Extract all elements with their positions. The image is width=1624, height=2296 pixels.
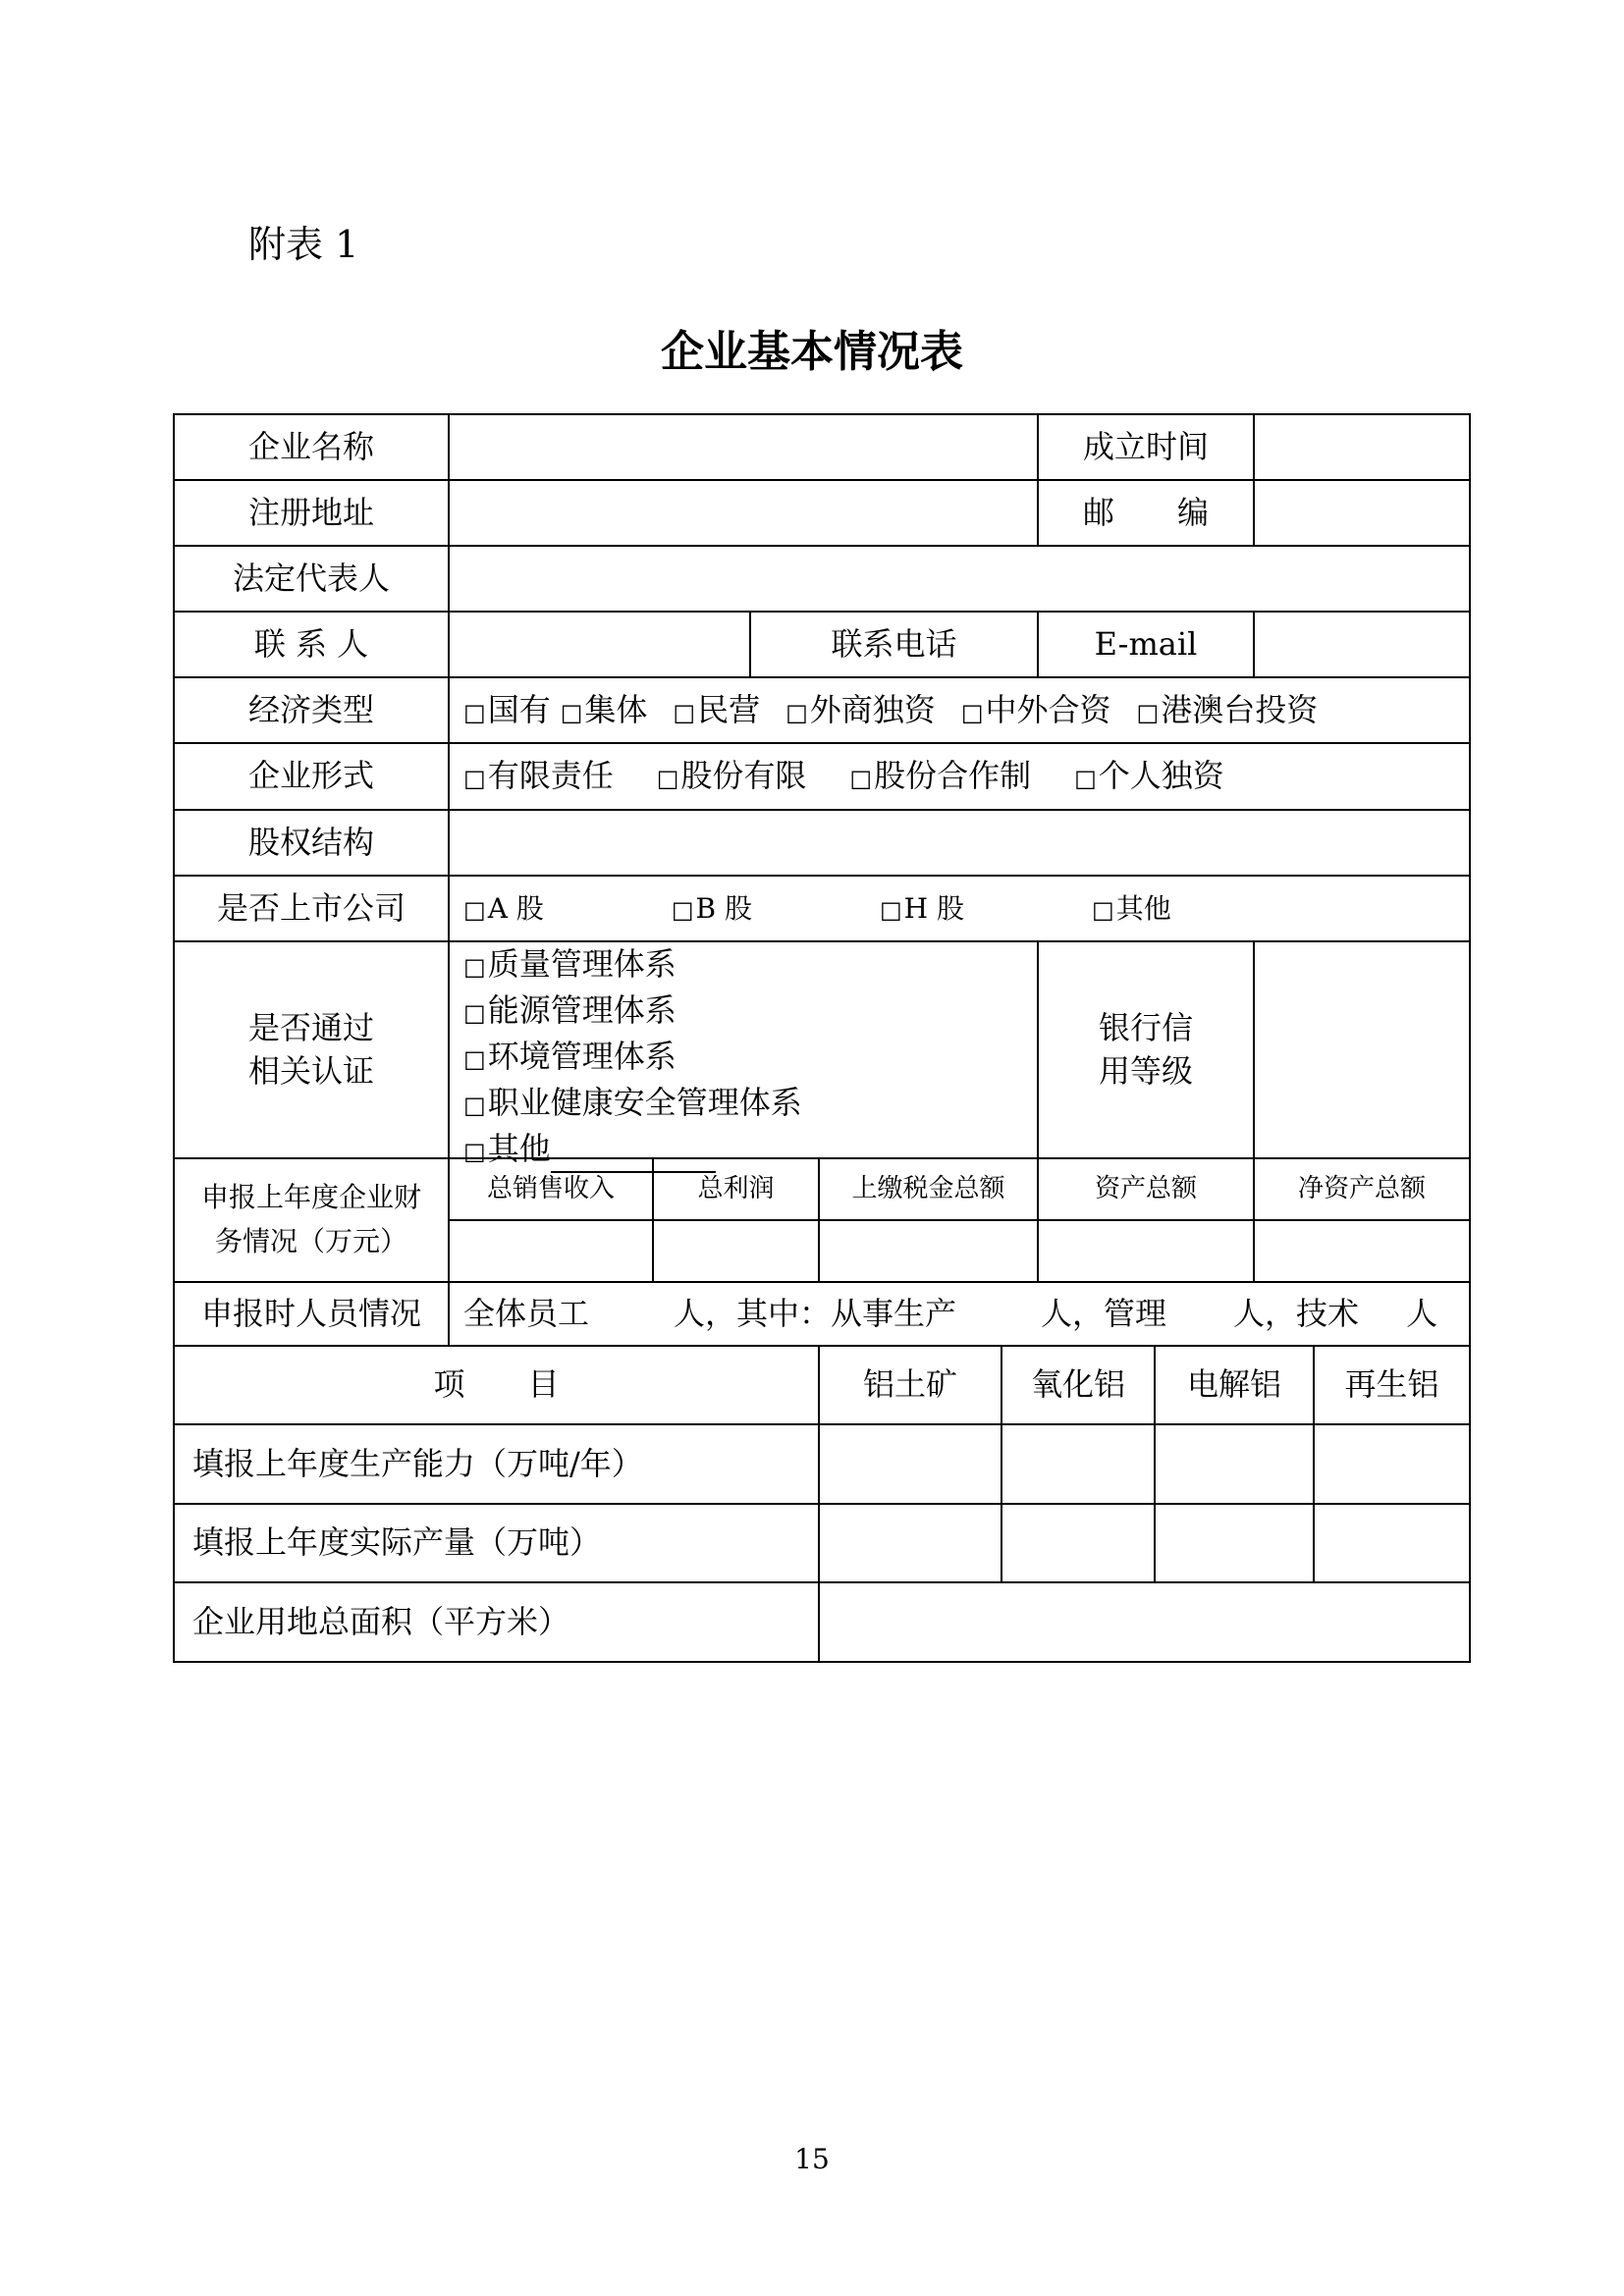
capacity-alumina-field[interactable] bbox=[1002, 1425, 1154, 1503]
output-electrolytic-field[interactable] bbox=[1156, 1505, 1313, 1581]
checkbox-icon: □ bbox=[879, 895, 902, 924]
staff-info bbox=[450, 1283, 1469, 1345]
checkbox-other-cert[interactable]: □其他 bbox=[463, 1127, 716, 1173]
label-address: 注册地址 bbox=[247, 493, 374, 531]
checkbox-quality-mgmt[interactable]: □质量管理体系 bbox=[463, 945, 677, 983]
staff-production-label: 人，其中：从事生产 bbox=[674, 1294, 957, 1332]
capacity-bauxite-field[interactable] bbox=[820, 1425, 1001, 1503]
net-assets-field[interactable] bbox=[1255, 1221, 1469, 1281]
checkbox-collective[interactable]: □集体 bbox=[560, 690, 648, 728]
label-staff: 申报时人员情况 bbox=[200, 1294, 421, 1332]
checkbox-icon: □ bbox=[463, 698, 486, 726]
total-profit-field[interactable] bbox=[654, 1221, 818, 1281]
staff-total-label: 全体员工 bbox=[463, 1294, 590, 1332]
staff-management-label: 人，管理 bbox=[1041, 1294, 1167, 1332]
checkbox-ohs-mgmt[interactable]: □职业健康安全管理体系 bbox=[463, 1084, 802, 1121]
listed-options bbox=[450, 877, 1469, 940]
header-electrolytic-aluminum: 电解铝 bbox=[1186, 1365, 1281, 1404]
bank-credit-field[interactable] bbox=[1255, 942, 1469, 1157]
checkbox-icon: □ bbox=[849, 765, 873, 793]
checkbox-joint-venture[interactable]: □中外合资 bbox=[960, 690, 1111, 728]
contact-field[interactable] bbox=[450, 613, 749, 676]
certification-options bbox=[450, 942, 1037, 1167]
appendix-label: 附表 1 bbox=[248, 223, 359, 266]
checkbox-icon: □ bbox=[1136, 698, 1160, 726]
header-total-assets: 资产总额 bbox=[1094, 1173, 1197, 1203]
land-area-field[interactable] bbox=[820, 1583, 1469, 1661]
label-email: E-mail bbox=[1094, 624, 1198, 663]
checkbox-sole-proprietor[interactable]: □个人独资 bbox=[1074, 757, 1224, 795]
label-established: 成立时间 bbox=[1082, 427, 1209, 465]
checkbox-icon: □ bbox=[671, 895, 694, 924]
capacity-electrolytic-field[interactable] bbox=[1156, 1425, 1313, 1503]
checkbox-icon: □ bbox=[463, 953, 486, 981]
capacity-recycled-field[interactable] bbox=[1315, 1425, 1469, 1503]
checkbox-icon: □ bbox=[673, 698, 696, 726]
output-bauxite-field[interactable] bbox=[820, 1505, 1001, 1581]
econ-type-options bbox=[450, 678, 1469, 742]
established-field[interactable] bbox=[1255, 415, 1469, 479]
legal-rep-field[interactable] bbox=[450, 547, 1469, 611]
staff-unit-label: 人 bbox=[1406, 1294, 1438, 1332]
company-name-field[interactable] bbox=[450, 415, 1037, 479]
checkbox-joint-stock[interactable]: □股份有限 bbox=[656, 757, 807, 795]
checkbox-environment-mgmt[interactable]: □环境管理体系 bbox=[463, 1038, 677, 1075]
header-total-profit: 总利润 bbox=[697, 1173, 775, 1203]
checkbox-cooperative[interactable]: □股份合作制 bbox=[849, 757, 1032, 795]
checkbox-icon: □ bbox=[960, 698, 984, 726]
checkbox-icon: □ bbox=[463, 999, 486, 1027]
checkbox-icon: □ bbox=[1074, 765, 1097, 793]
checkbox-state-owned[interactable]: □国有 bbox=[463, 690, 551, 728]
label-postcode: 邮 编 bbox=[1082, 493, 1209, 531]
checkbox-hk-macau-tw[interactable]: □港澳台投资 bbox=[1136, 690, 1319, 728]
page-number: 15 bbox=[794, 2143, 830, 2175]
form-title: 企业基本情况表 bbox=[661, 327, 963, 377]
postcode-field[interactable] bbox=[1255, 481, 1469, 545]
label-equity: 股权结构 bbox=[247, 823, 374, 861]
checkbox-icon: □ bbox=[463, 1045, 486, 1073]
header-recycled-aluminum: 再生铝 bbox=[1344, 1365, 1439, 1404]
checkbox-other-share[interactable]: □其他 bbox=[1092, 891, 1171, 925]
header-alumina: 氧化铝 bbox=[1030, 1365, 1125, 1404]
label-phone: 联系电话 bbox=[831, 624, 957, 663]
header-total-sales: 总销售收入 bbox=[486, 1173, 615, 1203]
checkbox-icon: □ bbox=[463, 895, 486, 924]
total-sales-field[interactable] bbox=[450, 1221, 652, 1281]
label-listed: 是否上市公司 bbox=[216, 888, 406, 927]
checkbox-a-share[interactable]: □A 股 bbox=[463, 891, 544, 925]
header-bauxite: 铝土矿 bbox=[862, 1365, 957, 1404]
tax-paid-field[interactable] bbox=[820, 1221, 1037, 1281]
label-econ-type: 经济类型 bbox=[247, 690, 374, 728]
header-item: 项 目 bbox=[433, 1365, 560, 1404]
staff-technical-label: 人，技术 bbox=[1233, 1294, 1360, 1332]
output-alumina-field[interactable] bbox=[1002, 1505, 1154, 1581]
checkbox-limited-liability[interactable]: □有限责任 bbox=[463, 757, 614, 795]
checkbox-private[interactable]: □民营 bbox=[673, 690, 761, 728]
label-legal-rep: 法定代表人 bbox=[232, 559, 390, 597]
checkbox-h-share[interactable]: □H 股 bbox=[879, 891, 964, 925]
checkbox-icon: □ bbox=[560, 698, 583, 726]
label-bank-credit: 银行信 用等级 bbox=[1098, 1009, 1193, 1090]
email-field[interactable] bbox=[1255, 613, 1469, 676]
label-certification: 是否通过 相关认证 bbox=[247, 1009, 374, 1090]
header-net-assets: 净资产总额 bbox=[1297, 1173, 1426, 1203]
label-contact: 联 系 人 bbox=[253, 624, 369, 663]
label-output: 填报上年度实际产量（万吨） bbox=[192, 1523, 602, 1562]
checkbox-icon: □ bbox=[463, 765, 486, 793]
label-capacity: 填报上年度生产能力（万吨/年） bbox=[192, 1444, 643, 1482]
ent-form-options bbox=[450, 744, 1469, 809]
checkbox-b-share[interactable]: □B 股 bbox=[671, 891, 752, 925]
address-field[interactable] bbox=[450, 481, 1037, 545]
label-finance: 申报上年度企业财 务情况（万元） bbox=[200, 1181, 421, 1257]
checkbox-icon: □ bbox=[1092, 895, 1114, 924]
total-assets-field[interactable] bbox=[1039, 1221, 1253, 1281]
equity-field[interactable] bbox=[450, 811, 1469, 875]
checkbox-icon: □ bbox=[463, 1092, 486, 1119]
checkbox-icon: □ bbox=[785, 698, 808, 726]
checkbox-icon: □ bbox=[656, 765, 679, 793]
checkbox-icon: □ bbox=[463, 1138, 486, 1165]
checkbox-foreign-owned[interactable]: □外商独资 bbox=[785, 690, 936, 728]
label-land-area: 企业用地总面积（平方米） bbox=[192, 1602, 570, 1640]
label-company-name: 企业名称 bbox=[247, 427, 374, 465]
checkbox-energy-mgmt[interactable]: □能源管理体系 bbox=[463, 991, 677, 1029]
header-tax-paid: 上缴税金总额 bbox=[851, 1173, 1005, 1203]
output-recycled-field[interactable] bbox=[1315, 1505, 1469, 1581]
label-ent-form: 企业形式 bbox=[247, 757, 374, 795]
